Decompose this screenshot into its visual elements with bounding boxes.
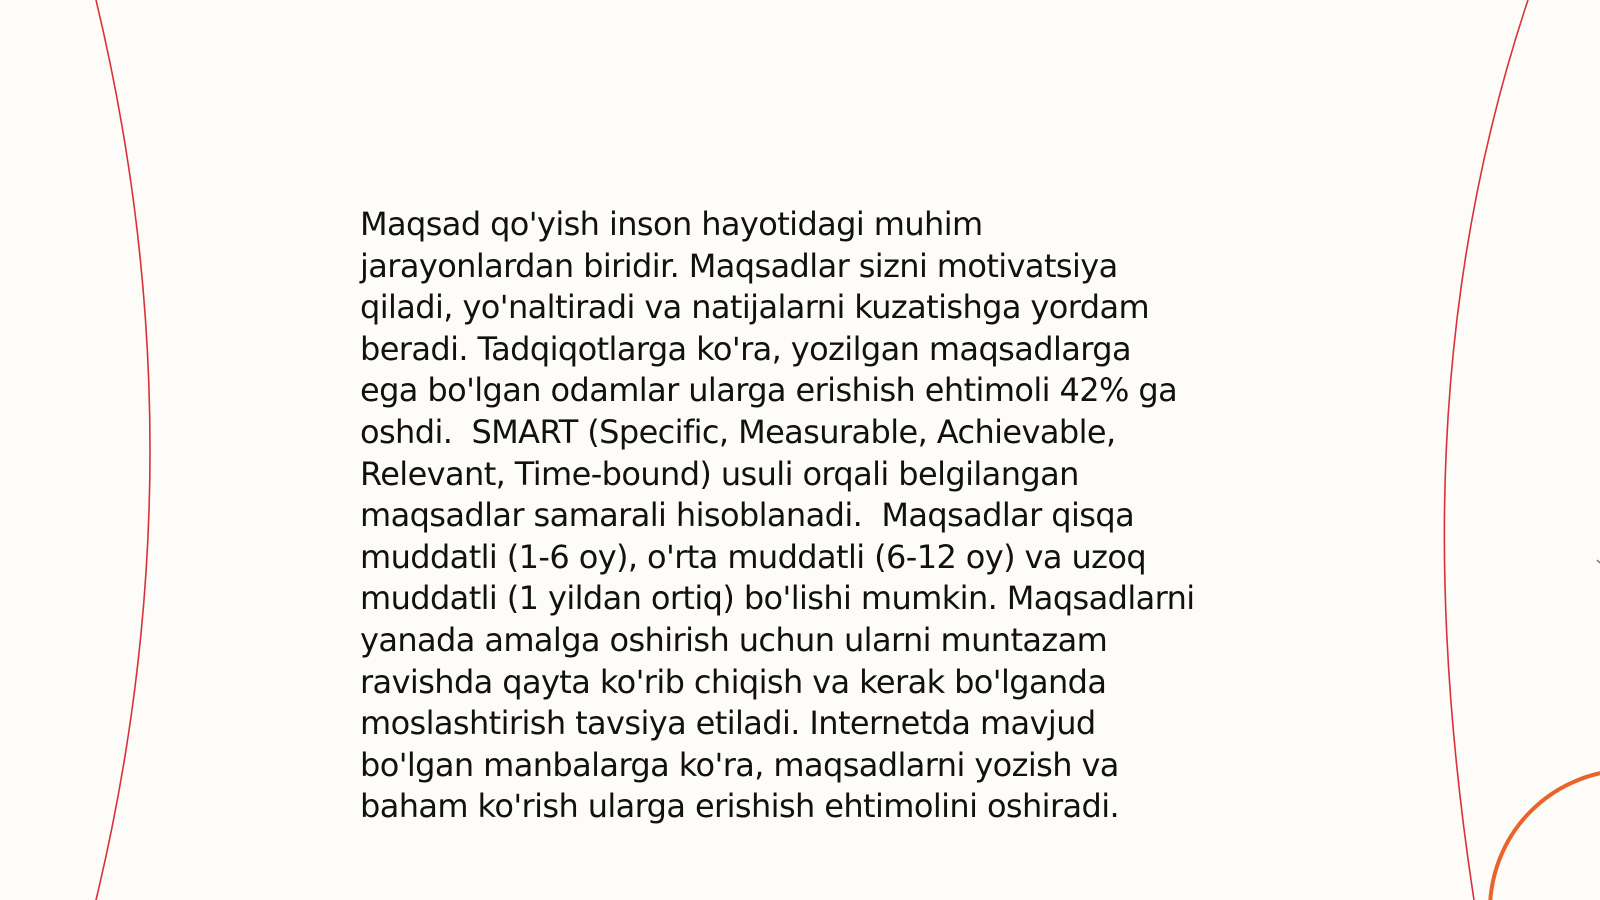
body-line: ega bo'lgan odamlar ularga erishish ehtimoli 42% ga	[360, 371, 1178, 410]
body-line: bo'lgan manbalarga ko'ra, maqsadlarni yozish va	[360, 745, 1119, 784]
body-line: maqsadlar samarali hisoblanadi. Maqsadlar qisqa	[360, 496, 1135, 535]
body-line: baham ko'rish ularga erishish ehtimolini oshiradi.	[360, 787, 1120, 826]
left-curve-line	[96, 0, 150, 900]
right-curve-line	[1444, 0, 1528, 900]
body-line: beradi. Tadqiqotlarga ko'ra, yozilgan maqsadlarga	[360, 329, 1131, 368]
body-line: moslashtirish tavsiya etiladi. Internetda mavjud	[360, 704, 1096, 743]
body-line: Relevant, Time-bound) usuli orqali belgilangan	[360, 454, 1079, 493]
body-paragraph	[360, 204, 1260, 828]
body-line: qiladi, yo'naltiradi va natijalarni kuzatishga yordam	[360, 288, 1150, 327]
body-line: ravishda qayta ko'rib chiqish va kerak bo'lganda	[360, 662, 1107, 701]
body-line: Maqsad qo'yish inson hayotidagi muhim	[360, 205, 983, 243]
body-line: muddatli (1-6 oy), o'rta muddatli (6-12 oy) va uzoq	[360, 537, 1147, 576]
accent-ring	[1490, 770, 1600, 900]
body-line: muddatli (1 yildan ortiq) bo'lishi mumkin. Maqsadlarni	[360, 579, 1195, 618]
body-line: oshdi. SMART (Specific, Measurable, Achievable,	[360, 412, 1116, 451]
body-line: jarayonlardan biridir. Maqsadlar sizni motivatsiya	[360, 246, 1118, 285]
body-line: yanada amalga oshirish uchun ularni muntazam	[360, 620, 1108, 659]
